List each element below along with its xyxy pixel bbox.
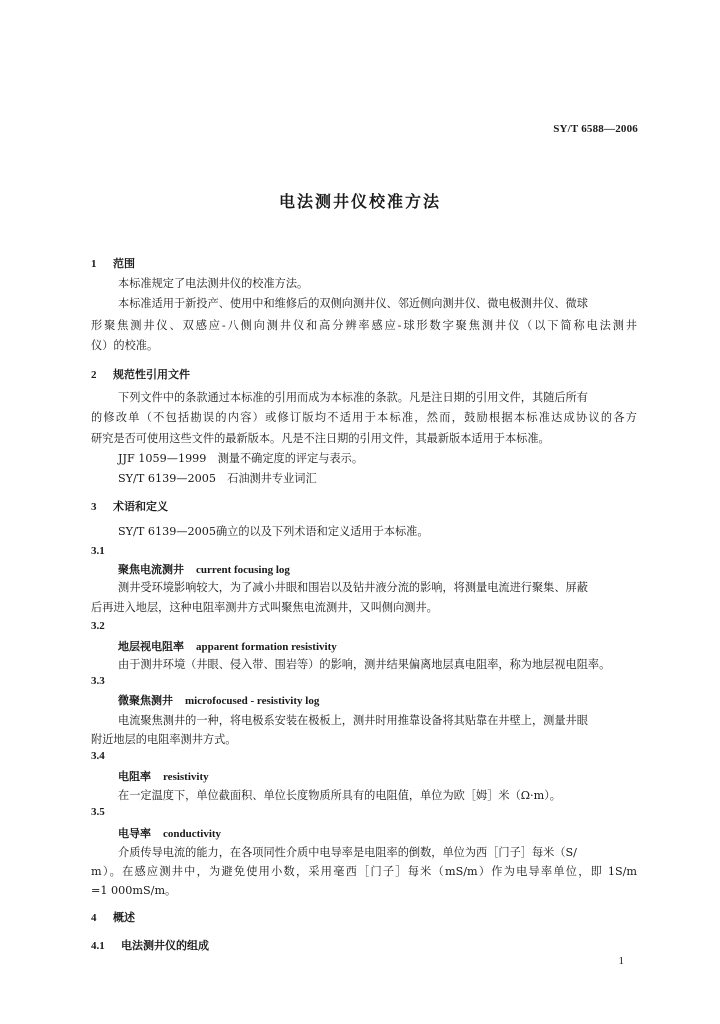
paragraph-line: 研究是否可使用这些文件的最新版本。凡是不注日期的引用文件，其最新版本适用于本标准。	[91, 432, 550, 445]
section-2-heading	[91, 366, 190, 382]
section-3-heading	[91, 498, 168, 514]
section-number: 1	[91, 258, 97, 270]
paragraph-line: 本标准适用于新投产、使用中和维修后的双侧向测井仪、邻近侧向测井仪、微电极测井仪、微球	[118, 297, 588, 310]
term-en: conductivity	[163, 828, 222, 840]
section-title: 规范性引用文件	[113, 368, 190, 381]
term-zh: 地层视电阻率	[118, 640, 184, 653]
term-zh: 电阻率	[118, 770, 151, 783]
paragraph-line: m）。在感应测井中，为避免使用小数，采用毫西［门子］每米（mS/m）作为电导率单位，即 1S/m	[91, 865, 637, 878]
subsection-title: 电法测井仪的组成	[121, 939, 209, 952]
term-heading	[118, 561, 290, 577]
subsection-number: 3.1	[91, 545, 105, 557]
term-heading	[118, 692, 319, 708]
term-heading	[118, 825, 221, 841]
subsection-number: 4.1	[91, 940, 105, 952]
subsection-4-1-heading	[91, 937, 209, 953]
reference-item: SY/T 6139—2005 石油测井专业词汇	[118, 472, 317, 485]
term-en: resistivity	[163, 771, 209, 783]
reference-item: JJF 1059—1999 测量不确定度的评定与表示。	[118, 452, 364, 465]
section-number: 2	[91, 369, 97, 381]
document-title: 电法测井仪校准方法	[278, 192, 441, 211]
paragraph-line: 附近地层的电阻率测井方式。	[91, 733, 237, 746]
paragraph-line: 测井受环境影响较大，为了减小井眼和围岩以及钻井液分流的影响，将测量电流进行聚集、屏蔽	[118, 581, 588, 594]
section-title: 概述	[113, 911, 135, 924]
subsection-number: 3.2	[91, 620, 105, 632]
paragraph-line: 介质传导电流的能力，在各项同性介质中电导率是电阻率的倒数，单位为西［门子］每米（S/	[118, 846, 577, 859]
paragraph-line: 本标准规定了电法测井仪的校准方法。	[118, 277, 309, 290]
paragraph-line: 的修改单（不包括勘误的内容）或修订版均不适用于本标准，然而，鼓励根据本标准达成协议的各方	[91, 411, 637, 424]
paragraph-line: 下列文件中的条款通过本标准的引用而成为本标准的条款。凡是注日期的引用文件，其随后所有	[118, 391, 588, 404]
section-title: 术语和定义	[113, 500, 168, 513]
paragraph-line: 仪）的校准。	[91, 339, 159, 352]
paragraph-line: 由于测井环境（井眼、侵入带、围岩等）的影响，测井结果偏离地层真电阻率，称为地层视电阻率。	[118, 658, 611, 671]
section-number: 3	[91, 501, 97, 513]
subsection-number: 3.4	[91, 750, 105, 762]
paragraph-line: 在一定温度下，单位截面积、单位长度物质所具有的电阻值，单位为欧［姆］米（Ω·m）。	[118, 789, 561, 802]
paragraph-line: SY/T 6139—2005确立的以及下列术语和定义适用于本标准。	[118, 525, 429, 538]
term-zh: 电导率	[118, 827, 151, 840]
paragraph-line: 电流聚焦测井的一种，将电极系安装在极板上，测井时用推靠设备将其贴靠在井壁上，测量井眼	[118, 714, 588, 727]
paragraph-line: =1 000mS/m。	[91, 884, 177, 897]
paragraph-line: 后再进入地层，这种电阻率测井方式叫聚焦电流测井，又叫侧向测井。	[91, 601, 438, 614]
term-en: current focusing log	[196, 564, 290, 576]
term-zh: 聚焦电流测井	[118, 563, 184, 576]
subsection-number: 3.5	[91, 806, 105, 818]
section-4-heading	[91, 909, 135, 925]
term-heading	[118, 638, 337, 654]
term-en: apparent formation resistivity	[196, 641, 337, 653]
section-1-heading	[91, 255, 135, 271]
subsection-number: 3.3	[91, 675, 105, 687]
term-en: microfocused - resistivity log	[185, 695, 320, 707]
page-number: 1	[618, 955, 624, 967]
section-number: 4	[91, 912, 97, 924]
section-title: 范围	[113, 257, 135, 270]
term-heading	[118, 768, 209, 784]
paragraph-line: 形聚焦测井仪、双感应-八侧向测井仪和高分辨率感应-球形数字聚焦测井仪（以下简称电法测井	[91, 319, 637, 332]
standard-code: SY/T 6588—2006	[553, 123, 638, 135]
term-zh: 微聚焦测井	[118, 694, 173, 707]
